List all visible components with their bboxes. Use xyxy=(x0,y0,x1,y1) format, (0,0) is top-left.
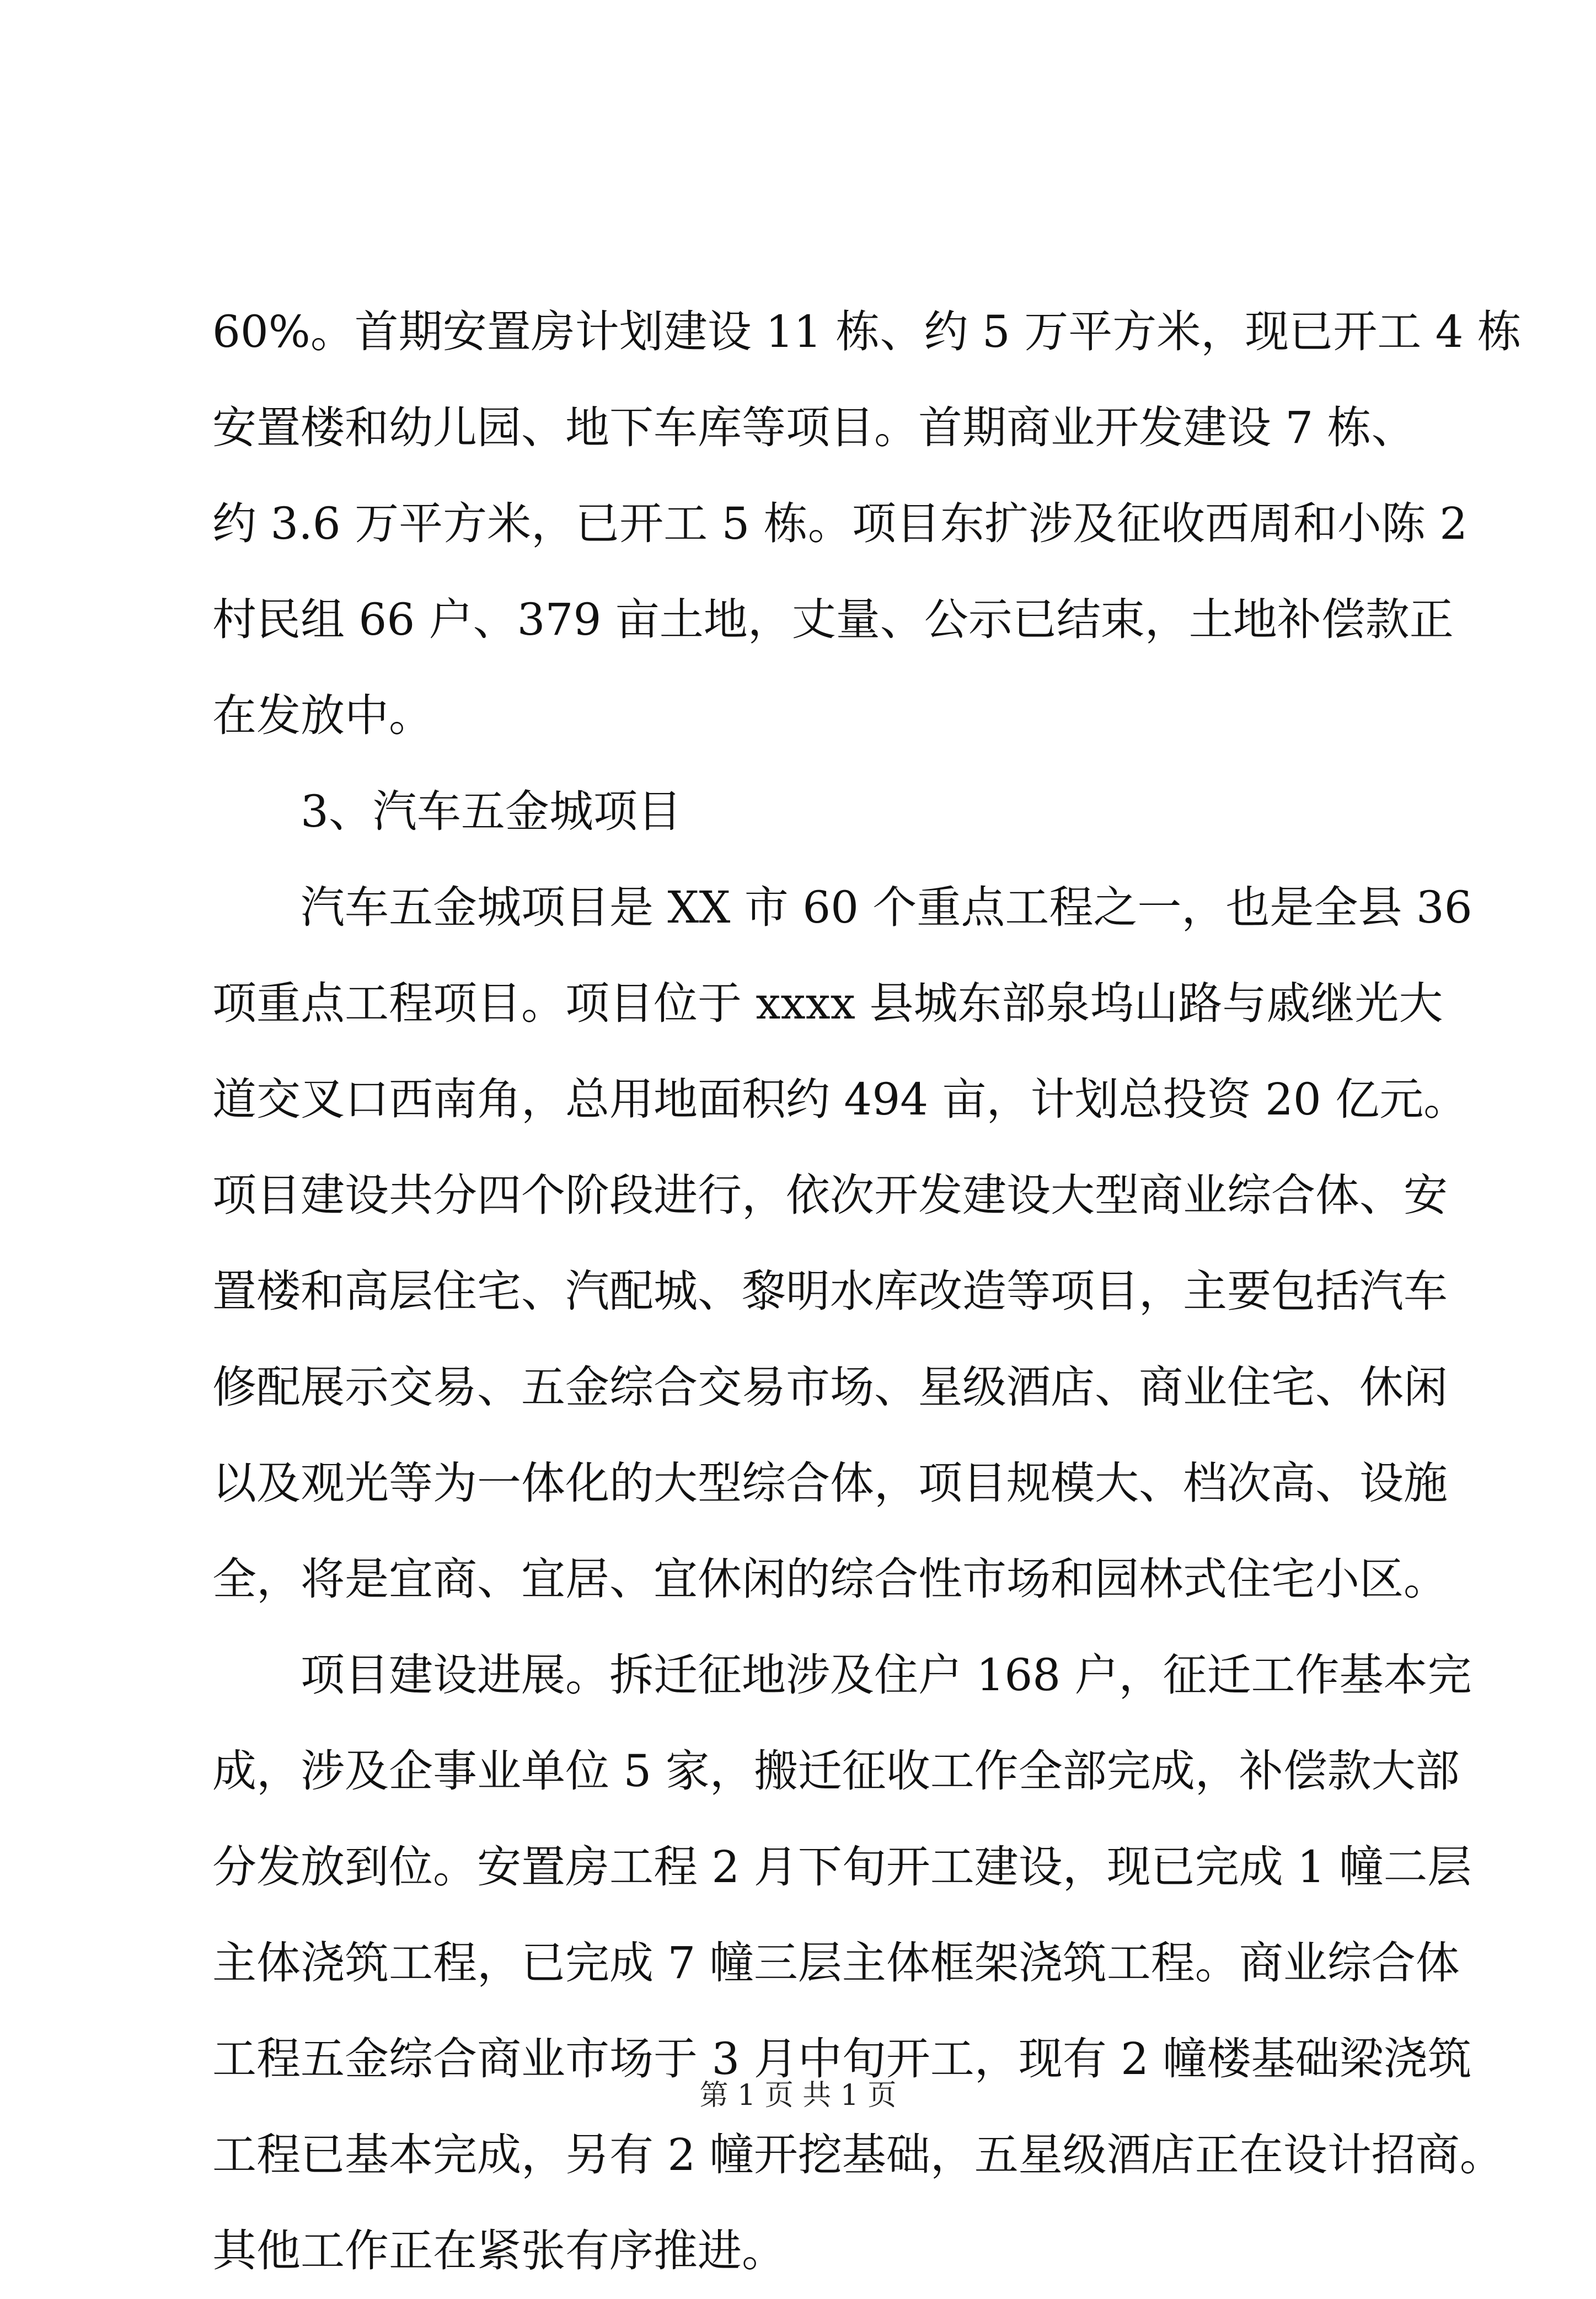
page-number-footer: 第 1 页 共 1 页 xyxy=(699,2079,897,2112)
paragraph-line: 修配展示交易、五金综合交易市场、星级酒店、商业住宅、休闲 xyxy=(212,1362,1448,1413)
paragraph-line: 在发放中。 xyxy=(212,690,433,741)
paragraph-line: 道交叉口西南角，总用地面积约 494 亩，计划总投资 20 亿元。 xyxy=(212,1074,1468,1125)
section-heading: 3、汽车五金城项目 xyxy=(301,786,682,837)
paragraph-line: 汽车五金城项目是 XX 市 60 个重点工程之一，也是全县 36 xyxy=(301,882,1472,933)
paragraph-line: 主体浇筑工程，已完成 7 幢三层主体框架浇筑工程。商业综合体 xyxy=(212,1937,1460,1989)
paragraph-line: 项目建设进展。拆迁征地涉及住户 168 户，征迁工作基本完 xyxy=(301,1649,1472,1701)
document-body xyxy=(212,284,1522,2299)
paragraph-line: 全，将是宜商、宜居、宜休闲的综合性市场和园林式住宅小区。 xyxy=(212,1553,1448,1605)
paragraph-line: 项重点工程项目。项目位于 xxxx 县城东部泉坞山路与戚继光大 xyxy=(212,978,1443,1029)
paragraph-line: 工程已基本完成，另有 2 幢开挖基础，五星级酒店正在设计招商。 xyxy=(212,2129,1504,2180)
paragraph-line: 项目建设共分四个阶段进行，依次开发建设大型商业综合体、安 xyxy=(212,1170,1448,1221)
paragraph-line: 以及观光等为一体化的大型综合体，项目规模大、档次高、设施 xyxy=(212,1457,1448,1509)
paragraph-line: 置楼和高层住宅、汽配城、黎明水库改造等项目，主要包括汽车 xyxy=(212,1266,1448,1317)
paragraph-line: 村民组 66 户、379 亩土地，丈量、公示已结束，土地补偿款正 xyxy=(212,594,1454,645)
paragraph-line: 60%。首期安置房计划建设 11 栋、约 5 万平方米，现已开工 4 栋 xyxy=(212,306,1522,357)
paragraph-line: 约 3.6 万平方米，已开工 5 栋。项目东扩涉及征收西周和小陈 2 xyxy=(212,498,1468,549)
paragraph-line: 分发放到位。安置房工程 2 月下旬开工建设，现已完成 1 幢二层 xyxy=(212,1841,1472,1893)
paragraph-line: 工程五金综合商业市场于 3 月中旬开工，现有 2 幢楼基础梁浇筑 xyxy=(212,2033,1472,2084)
paragraph-line: 成，涉及企事业单位 5 家，搬迁征收工作全部完成，补偿款大部 xyxy=(212,1745,1460,1797)
paragraph-line: 安置楼和幼儿园、地下车库等项目。首期商业开发建设 7 栋、 xyxy=(212,402,1416,453)
paragraph-line: 其他工作正在紧张有序推进。 xyxy=(212,2225,786,2276)
